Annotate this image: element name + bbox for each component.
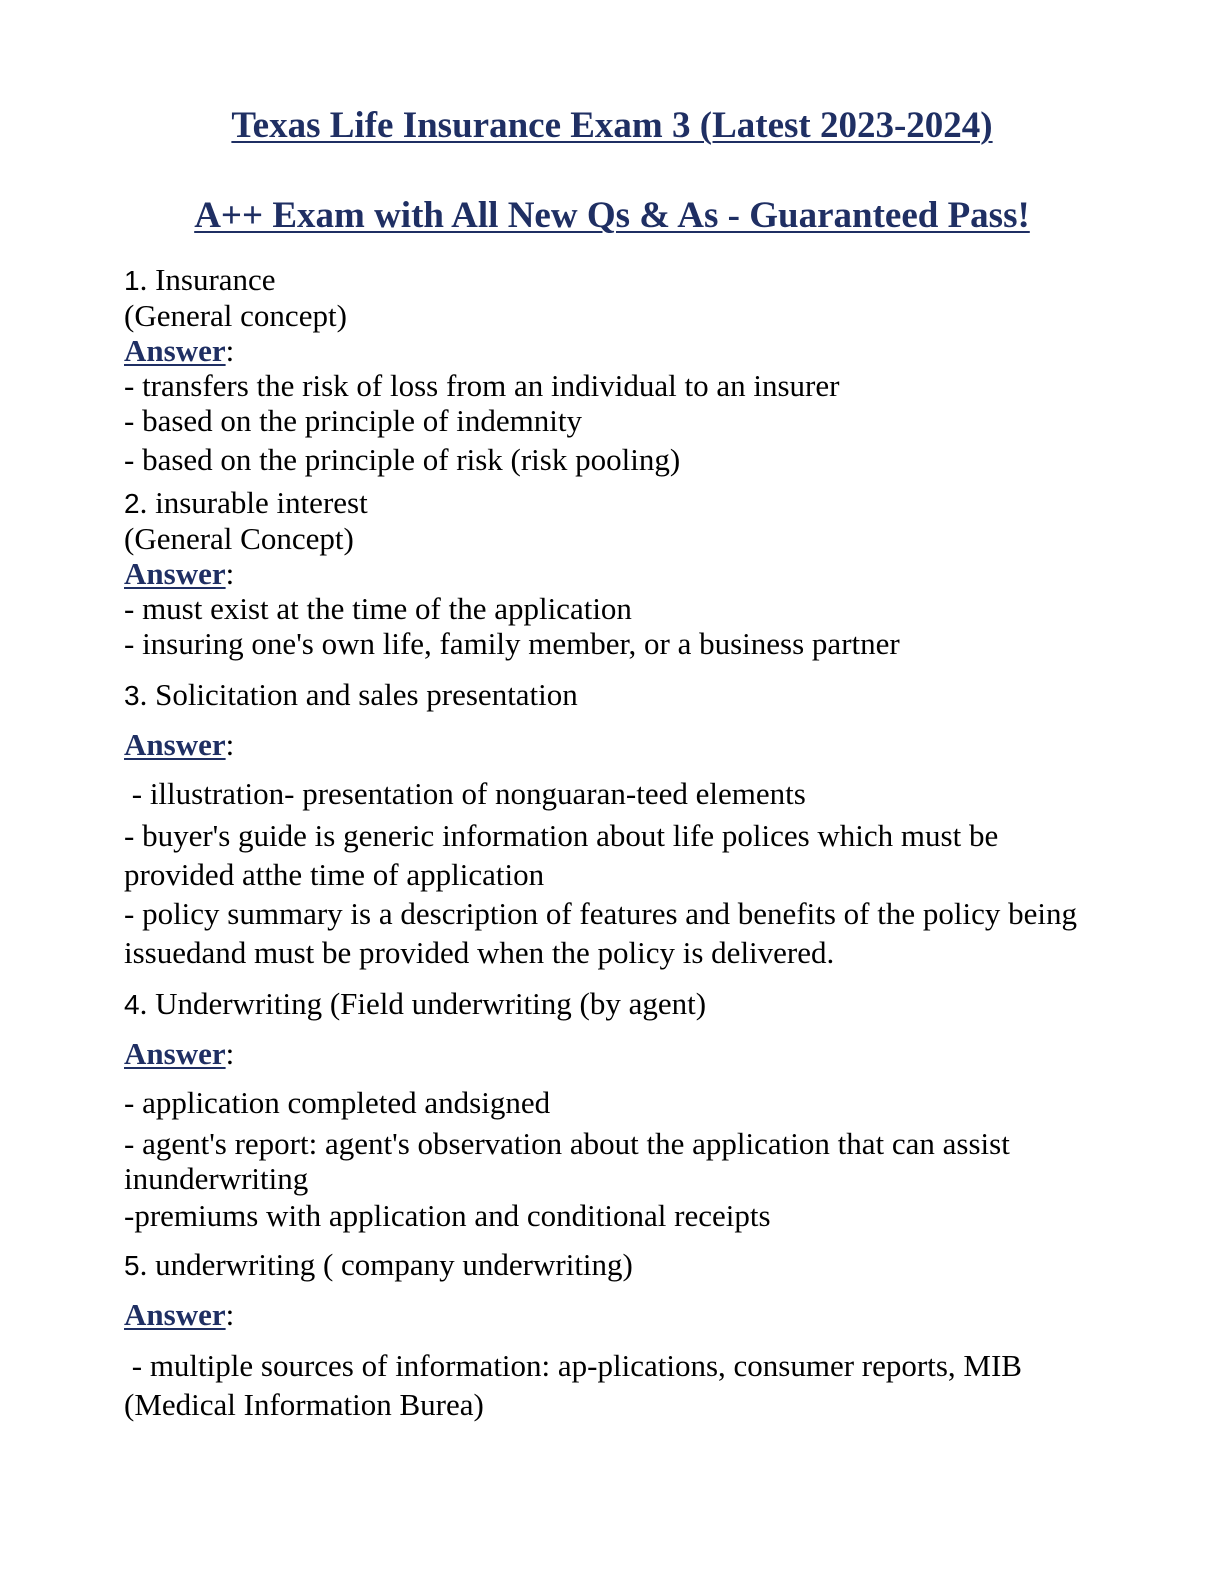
answer-heading bbox=[124, 333, 1094, 368]
answer-colon: : bbox=[225, 1297, 235, 1332]
answer-label: Answer bbox=[124, 727, 226, 762]
answer-colon: : bbox=[225, 333, 235, 368]
answer-heading bbox=[124, 556, 1094, 591]
document-subtitle: A++ Exam with All New Qs & As - Guaranteed Pass! bbox=[194, 195, 1030, 236]
answer-bullet: - application completed andsigned bbox=[124, 1085, 551, 1120]
qa-list bbox=[124, 262, 1094, 1424]
question-number: 3 bbox=[124, 680, 140, 711]
answer-bullet: - based on the principle of indemnity bbox=[124, 403, 582, 438]
answer-heading bbox=[124, 1036, 1094, 1071]
question-number: 2 bbox=[124, 488, 140, 519]
question-note: (General concept) bbox=[124, 298, 347, 333]
question-text: . underwriting ( company underwriting) bbox=[139, 1247, 633, 1282]
question-text: . insurable interest bbox=[139, 485, 368, 520]
question-number: 1 bbox=[124, 265, 140, 296]
question-number: 4 bbox=[124, 989, 140, 1020]
question-line bbox=[124, 262, 1094, 298]
qa-item bbox=[124, 485, 1094, 661]
answer-bullet: - policy summary is a description of features and benefits of the policy being issuedand must be provided when the policy is delivered. bbox=[124, 896, 1077, 970]
qa-item bbox=[124, 262, 1094, 477]
question-text: . Insurance bbox=[139, 262, 276, 297]
answer-heading bbox=[124, 727, 1094, 762]
answer-bullet: - must exist at the time of the application bbox=[124, 591, 632, 626]
answer-label: Answer bbox=[124, 1297, 226, 1332]
answer-colon: : bbox=[225, 1036, 235, 1071]
question-line bbox=[124, 986, 1094, 1022]
question-note: (General Concept) bbox=[124, 521, 354, 556]
question-number: 5 bbox=[124, 1250, 140, 1281]
answer-bullet: -premiums with application and conditional receipts bbox=[124, 1198, 771, 1233]
answer-bullet: - insuring one's own life, family member, or a business partner bbox=[124, 626, 900, 661]
answer-bullet: - agent's report: agent's observation about the application that can assist inunderwriting bbox=[124, 1126, 1010, 1196]
answer-heading bbox=[124, 1297, 1094, 1332]
qa-item bbox=[124, 677, 1094, 972]
answer-colon: : bbox=[225, 556, 235, 591]
answer-bullet: - transfers the risk of loss from an individual to an insurer bbox=[124, 368, 840, 403]
document-title: Texas Life Insurance Exam 3 (Latest 2023-2024) bbox=[231, 105, 993, 146]
question-text: . Solicitation and sales presentation bbox=[139, 677, 578, 712]
answer-label: Answer bbox=[124, 333, 226, 368]
question-text: . Underwriting (Field underwriting (by agent) bbox=[139, 986, 707, 1021]
answer-bullet: - based on the principle of risk (risk pooling) bbox=[124, 442, 681, 477]
qa-item bbox=[124, 986, 1094, 1233]
answer-colon: : bbox=[225, 727, 235, 762]
qa-item bbox=[124, 1247, 1094, 1424]
answer-bullet: - multiple sources of information: ap-plications, consumer reports, MIB (Medical Information Burea) bbox=[124, 1348, 1030, 1422]
question-line bbox=[124, 1247, 1094, 1283]
answer-label: Answer bbox=[124, 556, 226, 591]
answer-label: Answer bbox=[124, 1036, 226, 1071]
question-line bbox=[124, 677, 1094, 713]
question-line bbox=[124, 485, 1094, 521]
answer-bullet: - buyer's guide is generic information about life polices which must be provided atthe time of application bbox=[124, 818, 999, 892]
answer-bullet: - illustration- presentation of nonguaran-teed elements bbox=[124, 776, 806, 811]
